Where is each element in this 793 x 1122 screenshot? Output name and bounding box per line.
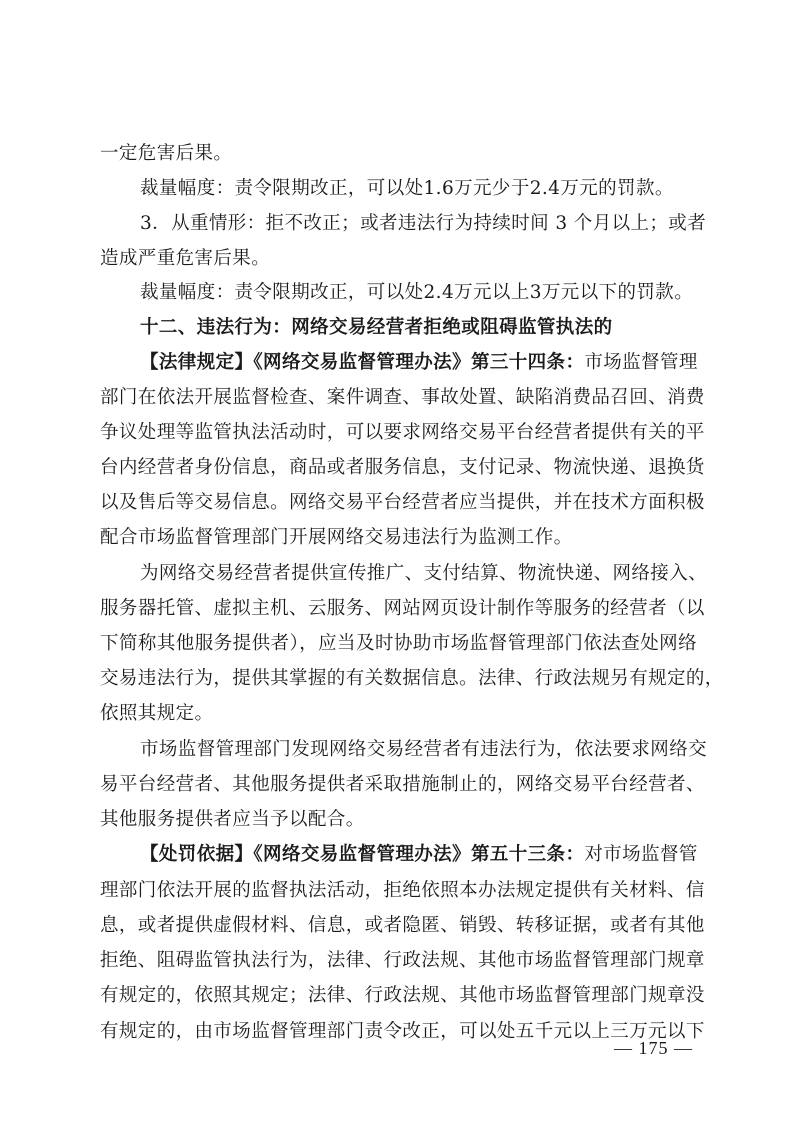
text-line [100,557,708,591]
line-text: 对市场监督管 [584,844,698,865]
line-text: 理部门依法开展的监督执法活动，拒绝依照本办法规定提供有关材料、信 [100,880,705,901]
line-text: 一定危害后果。 [100,143,233,164]
text-line [100,311,697,345]
line-text: 拒绝、阻碍监管执法行为，法律、行政法规、其他市场监督管理部门规章 [100,950,705,971]
text-line [100,381,705,415]
line-text: 以及售后等交易信息。网络交易平台经营者应当提供，并在技术方面积极 [100,492,705,513]
text-line [100,451,705,485]
bold-heading: 【处罚依据】《网络交易监督管理办法》第五十三条： [140,844,585,865]
text-line [100,276,697,310]
line-text: 服务器托管、虚拟主机、云服务、网站网页设计制作等服务的经营者（以 [100,598,705,619]
text-line [100,137,697,171]
text-line [100,1015,705,1049]
text-line [100,697,697,731]
line-text: 裁量幅度：责令限期改正，可以处1.6万元少于2.4万元的罚款。 [140,178,674,199]
text-line [100,207,707,241]
line-text: 争议处理等监管执法活动时，可以要求网络交易平台经营者提供有关的平 [100,422,705,443]
line-text: 配合市场监督管理部门开展网络交易违法行为监测工作。 [100,527,573,548]
page-number: — 175 — [614,1038,693,1058]
text-line [100,662,724,696]
text-line [100,486,705,520]
line-text: 有规定的，依照其规定；法律、行政法规、其他市场监督管理部门规章没 [100,985,705,1006]
line-text: 造成严重危害后果。 [100,248,271,269]
text-line [100,592,705,626]
text-line [100,627,697,661]
line-text: 市场监督管理 [584,352,698,373]
text-line [100,346,697,380]
text-line [100,768,705,802]
text-line [100,803,697,837]
line-text: 裁量幅度：责令限期改正，可以处2.4万元以上3万元以下的罚款。 [140,282,694,303]
line-text: 息，或者提供虚假材料、信息，或者隐匿、销毁、转移证据，或者有其他 [100,915,705,936]
line-text: 易平台经营者、其他服务提供者采取措施制止的，网络交易平台经营者、 [100,774,705,795]
line-text: 下简称其他服务提供者），应当及时协助市场监督管理部门依法查处网络 [100,633,697,654]
line-text: 部门在依法开展监督检查、案件调查、事故处置、缺陷消费品召回、消费 [100,387,705,408]
line-text: 交易违法行为，提供其掌握的有关数据信息。法律、行政法规另有规定的， [100,668,724,689]
text-line [100,944,705,978]
line-text: 市场监督管理部门发现网络交易经营者有违法行为，依法要求网络交 [140,739,708,760]
text-line [100,733,708,767]
text-line [100,521,697,555]
text-line [100,874,705,908]
text-line [100,242,697,276]
line-text: 其他服务提供者应当予以配合。 [100,809,365,830]
text-line [100,416,705,450]
bold-heading: 十二、违法行为：网络交易经营者拒绝或阻碍监管执法的 [140,317,613,338]
text-line [100,172,697,206]
line-text: 为网络交易经营者提供宣传推广、支付结算、物流快递、网络接入、 [140,563,708,584]
line-text: 3．从重情形：拒不改正；或者违法行为持续时间 3 个月以上；或者 [140,213,707,234]
line-text: 依照其规定。 [100,703,214,724]
line-text: 台内经营者身份信息，商品或者服务信息，支付记录、物流快递、退换货 [100,457,705,478]
line-text: 有规定的，由市场监督管理部门责令改正，可以处五千元以上三万元以下 [100,1021,705,1042]
bold-heading: 【法律规定】《网络交易监督管理办法》第三十四条： [140,352,585,373]
text-line [100,838,697,872]
text-line [100,979,705,1013]
text-line [100,909,705,943]
